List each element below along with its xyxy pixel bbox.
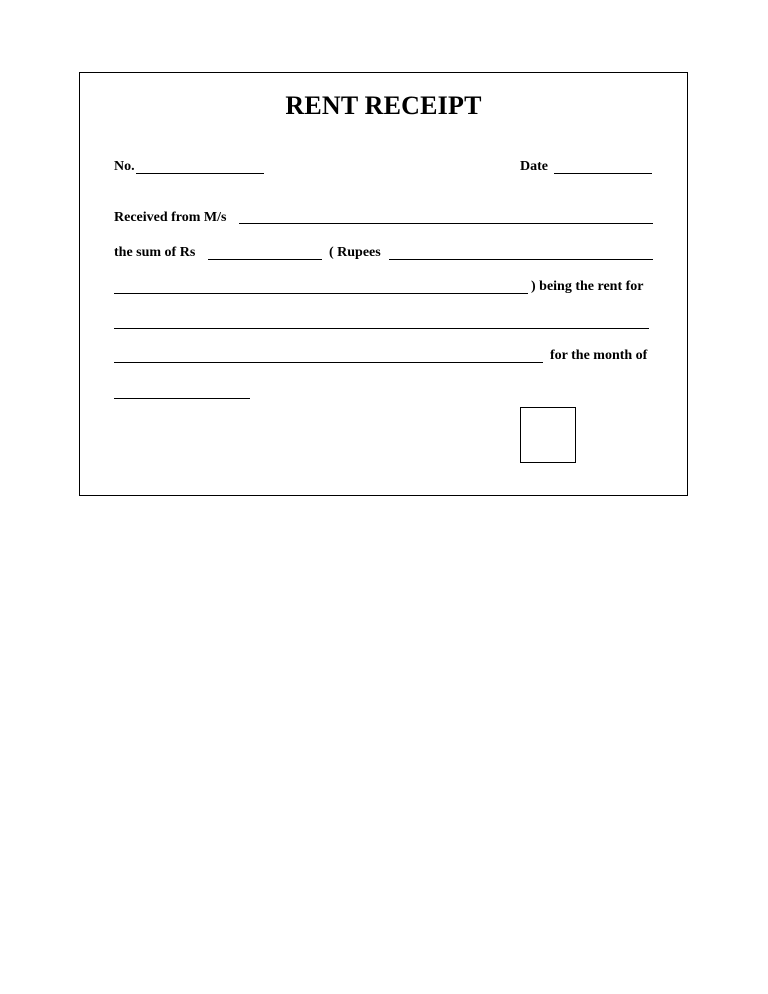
rupees-label: ( Rupees xyxy=(329,245,381,260)
rent-for-field[interactable] xyxy=(114,328,649,329)
rent-for-continued-field[interactable] xyxy=(114,362,543,363)
sum-label: the sum of Rs xyxy=(114,245,196,260)
month-label: for the month of xyxy=(550,348,648,363)
rupees-words-field[interactable] xyxy=(389,259,653,260)
date-label: Date xyxy=(520,159,548,174)
revenue-stamp-box xyxy=(520,407,576,463)
number-label: No. xyxy=(114,159,135,174)
receipt-title: RENT RECEIPT xyxy=(285,91,482,120)
sum-field[interactable] xyxy=(208,259,322,260)
month-field[interactable] xyxy=(114,398,250,399)
date-field[interactable] xyxy=(554,173,652,174)
received-from-field[interactable] xyxy=(239,223,653,224)
rent-for-label: ) being the rent for xyxy=(531,279,644,294)
rupees-words-continued-field[interactable] xyxy=(114,293,528,294)
rent-receipt-form xyxy=(79,72,688,496)
received-from-label: Received from M/s xyxy=(114,210,227,225)
number-field[interactable] xyxy=(136,173,264,174)
